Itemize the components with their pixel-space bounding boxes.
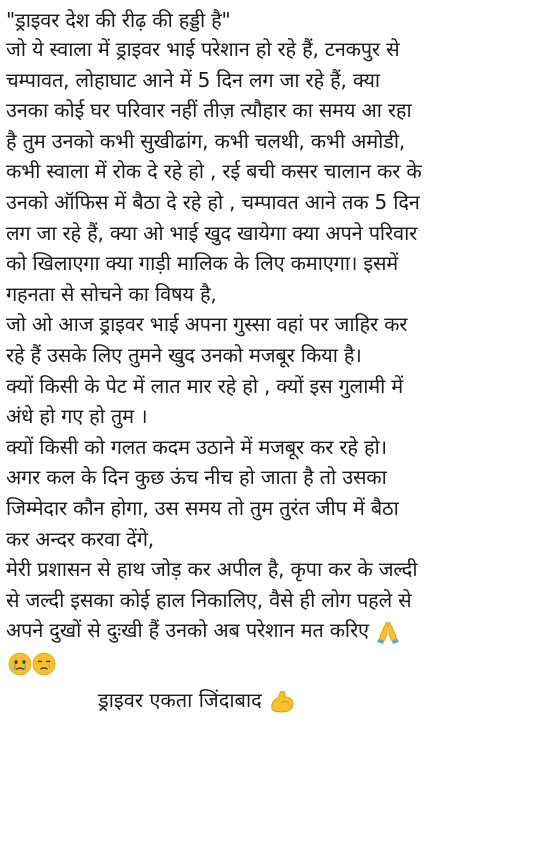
post-line: को खिलाएगा क्या गाड़ी मालिक के लिए कमाएगा। इसमें — [6, 251, 399, 276]
post-line: मेरी प्रशासन से हाथ जोड़ कर अपील है, कृपा कर के जल्दी — [6, 557, 418, 582]
post-line: उनको ऑफिस में बैठा दे रहे हो , चम्पावत आने तक 5 दिन — [6, 189, 420, 214]
post-line: लग जा रहे हैं, क्या ओ भाई खुद खायेगा क्या अपने परिवार — [6, 220, 418, 245]
post-line: अंधे हो गए हो तुम । — [6, 404, 148, 429]
post-line: से जल्दी इसका कोई हाल निकालिए, वैसे ही लोग पहले से — [6, 587, 412, 612]
post-line-last — [6, 615, 545, 646]
post-line: कभी स्वाला में रोक दे रहे हो , रई बची कसर चालान कर के — [6, 159, 422, 184]
sad-relieved-face-icon — [32, 652, 56, 676]
post-line: जिम्मेदार कौन होगा, उस समय तो तुम तुरंत जीप में बैठा — [6, 495, 399, 520]
post-line: रहे हैं उसके लिए तुमने खुद उनको मजबूर किया है। — [6, 342, 362, 367]
post-line: अगर कल के दिन कुछ ऊंच नीच हो जाता है तो उसका — [6, 465, 387, 490]
post-line: गहनता से सोचने का विषय है, — [6, 281, 217, 306]
folded-hands-icon — [375, 619, 401, 645]
post-title: "ड्राइवर देश की रीढ़ की हड्डी है" — [6, 8, 231, 32]
crying-face-icon — [8, 652, 32, 676]
flexed-biceps-icon — [268, 687, 296, 715]
post-line: जो ओ आज ड्राइवर भाई अपना गुस्सा वहां पर जाहिर कर — [6, 312, 408, 337]
post-line-text: अपने दुखों से दुःखी हैं उनको अब परेशान मत करिए — [6, 618, 369, 643]
footer-slogan — [6, 680, 545, 720]
post-line: चम्पावत, लोहाघाट आने में 5 दिन लग जा रहे हैं, क्या — [6, 67, 380, 92]
emoji-row — [6, 646, 545, 680]
post-line: उनका कोई घर परिवार नहीं तीज़ त्यौहार का समय आ रहा — [6, 98, 412, 123]
post-line: क्यों किसी के पेट में लात मार रहे हो , क्यों इस गुलामी में — [6, 373, 404, 398]
post-line: कर अन्दर करवा देंगे, — [6, 526, 154, 551]
post-line: है तुम उनको कभी सुखीढांग, कभी चलथी, कभी अमोडी, — [6, 128, 405, 153]
footer-text: ड्राइवर एकता जिंदाबाद — [98, 687, 262, 712]
post-line: क्यों किसी को गलत कदम उठाने में मजबूर कर रहे हो। — [6, 434, 387, 459]
post-line: जो ये स्वाला में ड्राइवर भाई परेशान हो रहे हैं, टनकपुर से — [6, 37, 400, 61]
